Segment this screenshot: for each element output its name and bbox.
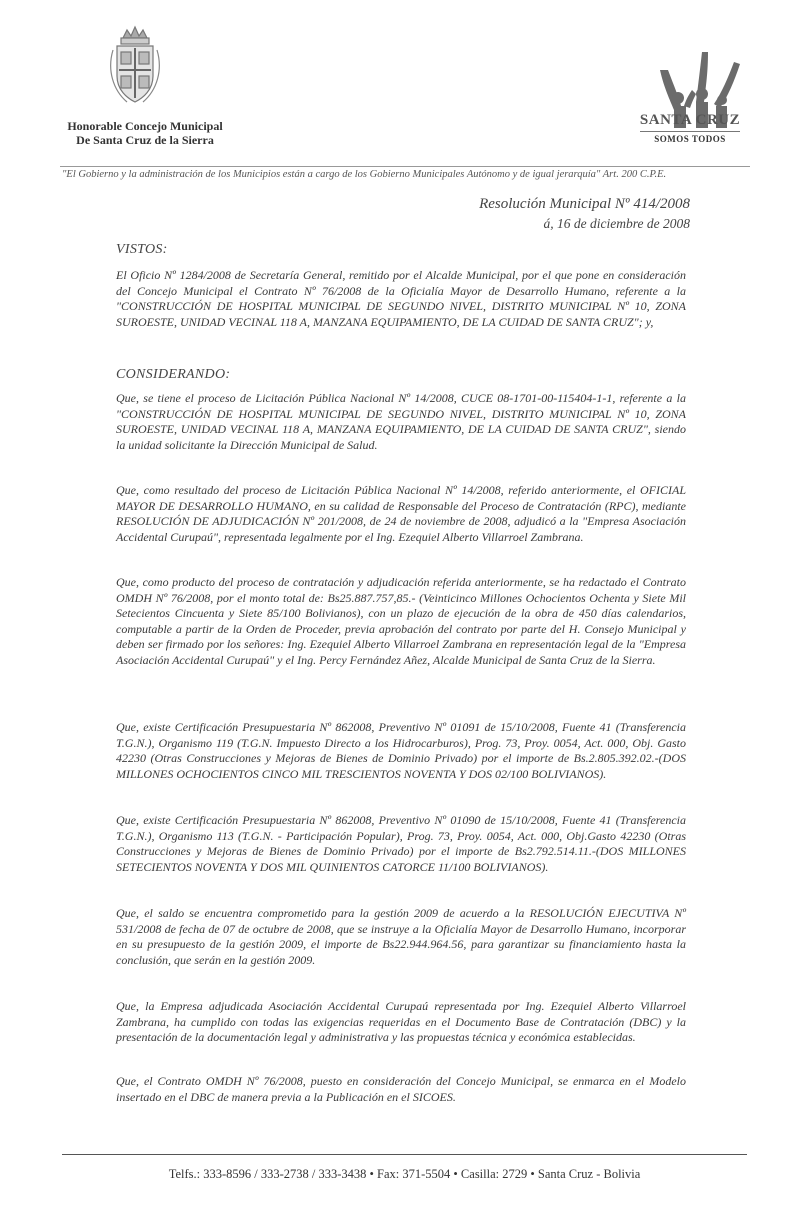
council-name-line1: Honorable Concejo Municipal xyxy=(67,119,223,133)
council-name xyxy=(40,119,250,147)
footer-divider xyxy=(62,1154,747,1155)
paragraph: Que, como resultado del proceso de Licitación Pública Nacional Nº 14/2008, referido anteriormente, el OFICIAL MAYOR DE DESARROLLO HUMANO, en su calidad de Responsable del Proceso de Contratación (RPC), mediante RESOLUCIÓN DE ADJUDICACIÓN Nº 201/2008, de 24 de noviembre de 2008, adjudicó a la "Empresa Asociación Accidental Curupaú", representada legalmente por el Ing. Ezequiel Alberto Villarroel Zambrana. xyxy=(116,483,686,544)
paragraph: Que, como producto del proceso de contratación y adjudicación referida anteriormente, se ha redactado el Contrato OMDH Nº 76/2008, por el monto total de: Bs25.887.757,85.- (Veinticinco Millones Ochocientos Ochenta y Siete Mil Setecientos Cincuenta y Siete 85/100 Bolivianos), con un plazo de ejecución de la obra de 450 días calendarios, computable a partir de la Orden de Proceder, previa aprobación del contrato por parte del H. Consejo Municipal y deben ser firmado por los señores: Ing. Ezequiel Alberto Villarroel Zambrana en representación legal de la "Empresa Asociación Accidental Curupaú" y el Ing. Percy Fernández Añez, Alcalde Municipal de Santa Cruz de la Sierra. xyxy=(116,575,686,667)
coat-of-arms-emblem xyxy=(105,24,165,114)
logo-subtitle: SOMOS TODOS xyxy=(654,134,726,144)
constitutional-motto: "El Gobierno y la administración de los Municipios están a cargo de los Gobierno Municipales Autónomo y de igual jerarquía" Art. 200 C.P.E. xyxy=(62,169,667,180)
paragraph: El Oficio Nº 1284/2008 de Secretaría General, remitido por el Alcalde Municipal, por el que pone en consideración del Concejo Municipal el Contrato Nº 76/2008 de la Oficialía Mayor de Desarrollo Humano, referente a la "CONSTRUCCIÓN DE HOSPITAL MUNICIPAL DE SEGUNDO NIVEL, DISTRITO MUNICIPAL Nº 10, ZONA SUROESTE, UNIDAD VECINAL 118 A, MANZANA EQUIPAMIENTO, DE LA CUIDAD DE SANTA CRUZ"; y, xyxy=(116,268,686,329)
logo-divider xyxy=(640,131,740,132)
resolution-date: á, 16 de diciembre de 2008 xyxy=(543,216,690,231)
logo-title: SANTA CRUZ xyxy=(639,112,741,128)
paragraph: Que, el Contrato OMDH Nº 76/2008, puesto en consideración del Concejo Municipal, se enmarca en el Modelo insertado en el DBC de manera previa a la Publicación en el SICOES. xyxy=(116,1074,686,1104)
footer-contact-info: Telfs.: 333-8596 / 333-2738 / 333-3438 • Fax: 371-5504 • Casilla: 2729 • Santa Cruz - Bolivia xyxy=(168,1167,641,1181)
section-heading-considerando: CONSIDERANDO: xyxy=(116,367,231,382)
section-heading-vistos: VISTOS: xyxy=(116,242,168,257)
paragraph: Que, el saldo se encuentra comprometido para la gestión 2009 de acuerdo a la RESOLUCIÓN EJECUTIVA Nº 531/2008 de fecha de 07 de octubre de 2008, que se instruye a la Oficialía Mayor de Desarrollo Humano, incorporar en su presupuesto de la gestión 2009, el importe de Bs22.944.964.56, para garantizar su financiamiento hasta la conclusión, que serán en la gestión 2009. xyxy=(116,906,686,967)
paragraph: Que, existe Certificación Presupuestaria Nº 862008, Preventivo Nº 01091 de 15/10/2008, Fuente 41 (Transferencia T.G.N.), Organismo 119 (T.G.N. Impuesto Directo a los Hidrocarburos), Prog. 73, Proy. 0054, Act. 000, Obj. Gasto 42230 (Otras Construcciones y Mejoras de Bienes de Dominio Privado) por el importe de Bs.2.805.392.02.-(DOS MILLONES OCHOCIENTOS CINCO MIL TRESCIENTOS NOVENTA Y DOS 02/100 BOLIVIANOS). xyxy=(116,720,686,781)
council-name-line2: De Santa Cruz de la Sierra xyxy=(76,133,214,147)
resolution-title: Resolución Municipal Nº 414/2008 xyxy=(479,196,690,212)
paragraph: Que, se tiene el proceso de Licitación Pública Nacional Nº 14/2008, CUCE 08-1701-00-115404-1-1, referente a la "CONSTRUCCIÓN DE HOSPITAL MUNICIPAL DE SEGUNDO NIVEL, DISTRITO MUNICIPAL Nº 10, ZONA SUROESTE, UNIDAD VECINAL 118 A, MANZANA EQUIPAMIENTO, DE LA CUIDAD DE SANTA CRUZ", siendo la unidad solicitante la Dirección Municipal de Salud. xyxy=(116,391,686,452)
header-divider xyxy=(60,166,750,167)
paragraph: Que, la Empresa adjudicada Asociación Accidental Curupaú representada por Ing. Ezequiel Alberto Villarroel Zambrana, ha cumplido con todas las exigencias requeridas en el Documento Base de Contratación (DBC) y la presentación de la documentación legal y administrativa y las propuestas técnica y económica establecidas. xyxy=(116,999,686,1045)
paragraph: Que, existe Certificación Presupuestaria Nº 862008, Preventivo Nº 01090 de 15/10/2008, Fuente 41 (Transferencia T.G.N.), Organismo 113 (T.G.N. - Participación Popular), Prog. 73, Proy. 0054, Act. 000, Obj.Gasto 42230 (Otras Construcciones y Mejoras de Bienes de Dominio Privado) por el importe de Bs2.792.514.11.-(DOS MILLONES SETECIENTOS NOVENTA Y DOS MIL QUINIENTOS CATORCE 11/100 BOLIVIANOS). xyxy=(116,813,686,874)
